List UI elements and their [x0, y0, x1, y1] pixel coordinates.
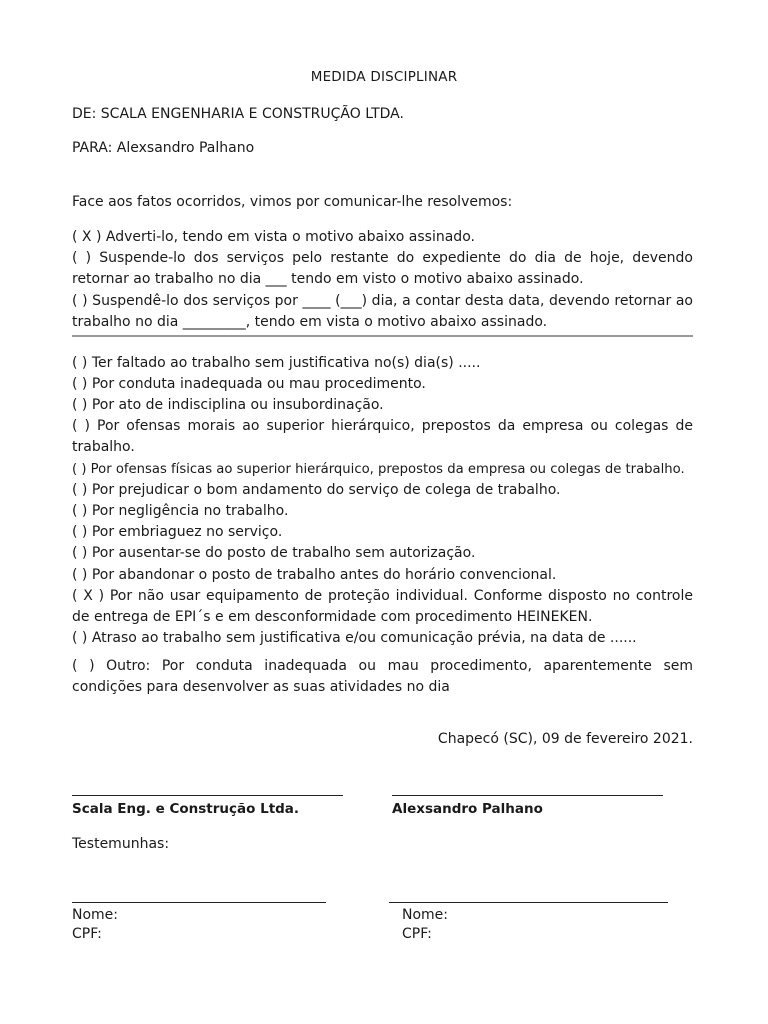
- place-date: Chapecó (SC), 09 de fevereiro 2021.: [437, 731, 693, 747]
- intro-text: Face aos fatos ocorridos, vimos por comunicar-lhe resolvemos:: [72, 194, 513, 210]
- reason-absence: ( ) Ter faltado ao trabalho sem justificativa no(s) dia(s) .....: [72, 355, 481, 371]
- company-signature-line: [72, 795, 343, 796]
- reason-lateness: ( ) Atraso ao trabalho sem justificativa e/ou comunicação prévia, na data de ......: [72, 630, 637, 646]
- reason-indiscipline: ( ) Por ato de indisciplina ou insubordinação.: [72, 397, 384, 413]
- reason-drunkenness: ( ) Por embriaguez no serviço.: [72, 524, 283, 540]
- reason-abandoning-post: ( ) Por abandonar o posto de trabalho antes do horário convencional.: [72, 567, 557, 583]
- reason-negligence: ( ) Por negligência no trabalho.: [72, 503, 289, 519]
- employee-signature-name: Alexsandro Palhano: [392, 801, 543, 817]
- reason-moral-offense: ( ) Por ofensas morais ao superior hierárquico, prepostos da empresa ou colegas de trabalho.: [72, 418, 693, 455]
- measure-suspension-days: ( ) Suspendê-lo dos serviços por ____ (___) dia, a contar desta data, devendo retornar ao trabalho no dia _________, tendo em vista o motivo abaixo assinado.: [72, 293, 693, 330]
- reason-no-ppe: ( X ) Por não usar equipamento de proteção individual. Conforme disposto no controle de entrega de EPI´s e em desconformidade com procedimento HEINEKEN.: [72, 588, 693, 625]
- company-signature-name: Scala Eng. e Construção Ltda.: [72, 801, 300, 817]
- witness-2-signature-line: [389, 902, 668, 903]
- employee-signature-line: [392, 795, 663, 796]
- reason-physical-offense: ( ) Por ofensas físicas ao superior hierárquico, prepostos da empresa ou colegas de trabalho.: [72, 462, 685, 477]
- divider-rule: [72, 335, 693, 337]
- document-title: MEDIDA DISCIPLINAR: [310, 69, 458, 85]
- to-line: PARA: Alexsandro Palhano: [72, 140, 255, 156]
- from-line: DE: SCALA ENGENHARIA E CONSTRUÇÃO LTDA.: [72, 106, 404, 122]
- witness-1-name-label: Nome:: [72, 907, 119, 923]
- reason-hindering-colleague: ( ) Por prejudicar o bom andamento do serviço de colega de trabalho.: [72, 482, 561, 498]
- reason-other: ( ) Outro: Por conduta inadequada ou mau procedimento, aparentemente sem condições para desenvolver as suas atividades no dia: [72, 658, 693, 695]
- witness-2-name-label: Nome:: [402, 907, 449, 923]
- reason-leaving-post: ( ) Por ausentar-se do posto de trabalho sem autorização.: [72, 545, 476, 561]
- witnesses-label: Testemunhas:: [72, 836, 170, 852]
- witness-1-signature-line: [72, 902, 326, 903]
- measure-warning: ( X ) Adverti-lo, tendo em vista o motivo abaixo assinado.: [72, 229, 475, 245]
- measure-suspension-day: ( ) Suspende-lo dos serviços pelo restante do expediente do dia de hoje, devendo retornar ao trabalho no dia ___ tendo em visto o motivo abaixo assinado.: [72, 250, 693, 287]
- witness-1-cpf-label: CPF:: [72, 926, 102, 942]
- witness-2-cpf-label: CPF:: [402, 926, 432, 942]
- reason-conduct: ( ) Por conduta inadequada ou mau procedimento.: [72, 376, 426, 392]
